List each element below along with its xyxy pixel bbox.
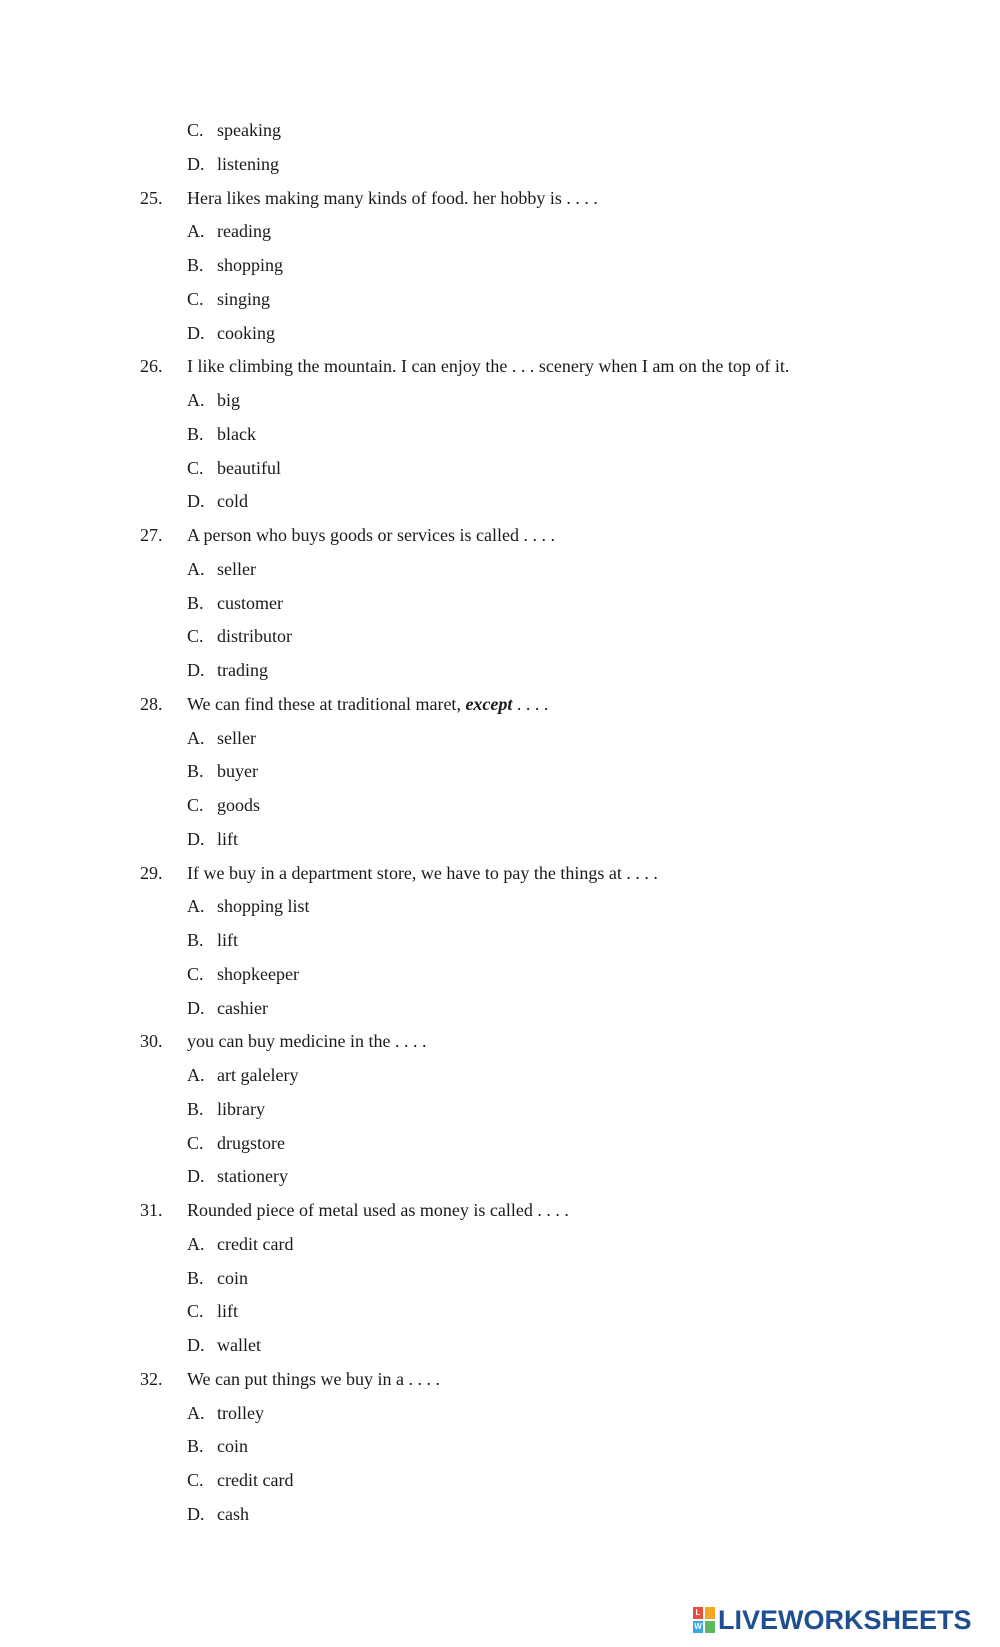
- option-text: coin: [217, 1436, 248, 1457]
- option-letter: A.: [187, 1065, 205, 1085]
- logo-square: [705, 1621, 715, 1633]
- question-number: 29.: [140, 862, 163, 883]
- question-row: [140, 687, 548, 721]
- option-letter: B.: [187, 761, 204, 782]
- option-text: stationery: [217, 1166, 288, 1187]
- answer-option[interactable]: [187, 1126, 285, 1160]
- option-letter: B.: [187, 592, 204, 613]
- option-letter: D.: [187, 1166, 205, 1187]
- option-text: lift: [217, 828, 238, 849]
- option-text: listening: [217, 153, 279, 174]
- option-letter: A.: [187, 221, 205, 242]
- answer-option[interactable]: [187, 991, 268, 1025]
- option-text: coin: [217, 1267, 248, 1288]
- option-letter: A.: [187, 390, 205, 410]
- option-letter: B.: [187, 1436, 204, 1457]
- answer-option[interactable]: [187, 923, 238, 957]
- answer-option[interactable]: [187, 147, 279, 181]
- option-text: buyer: [217, 761, 258, 782]
- answer-option[interactable]: [187, 822, 238, 856]
- option-text: lift: [217, 930, 238, 950]
- option-text: cash: [217, 1503, 249, 1524]
- option-text: reading: [217, 221, 271, 242]
- option-text: trading: [217, 660, 268, 680]
- option-text: distributor: [217, 626, 292, 647]
- option-text: seller: [217, 558, 256, 579]
- option-letter: C.: [187, 795, 204, 815]
- option-letter: A.: [187, 896, 205, 917]
- question-emphasis: except: [465, 693, 513, 714]
- option-letter: B.: [187, 930, 204, 950]
- option-letter: C.: [187, 626, 204, 647]
- question-text: We can put things we buy in a . . . .: [187, 1368, 441, 1389]
- option-letter: D.: [187, 1503, 205, 1524]
- answer-option[interactable]: [187, 1058, 298, 1092]
- option-letter: C.: [187, 1470, 204, 1490]
- option-text: shopping list: [217, 896, 310, 917]
- question-row: [140, 856, 658, 890]
- option-letter: C.: [187, 1132, 204, 1153]
- option-text: shopkeeper: [217, 963, 299, 984]
- answer-option[interactable]: [187, 1497, 249, 1531]
- option-letter: D.: [187, 997, 205, 1018]
- question-number: 25.: [140, 187, 163, 208]
- question-row: [140, 518, 555, 552]
- option-letter: C.: [187, 1301, 204, 1322]
- question-number: 27.: [140, 525, 163, 545]
- answer-option[interactable]: [187, 484, 248, 518]
- answer-option[interactable]: [187, 214, 271, 248]
- option-text: big: [217, 390, 241, 410]
- answer-option[interactable]: [187, 721, 256, 755]
- answer-option[interactable]: [187, 788, 260, 822]
- answer-option[interactable]: [187, 653, 268, 687]
- answer-option[interactable]: [187, 1159, 288, 1193]
- option-text: wallet: [217, 1335, 261, 1355]
- option-text: beautiful: [217, 457, 281, 478]
- question-number: 30.: [140, 1031, 163, 1052]
- option-letter: D.: [187, 491, 205, 512]
- option-text: cooking: [217, 322, 275, 343]
- option-text: speaking: [217, 120, 281, 140]
- option-text: black: [217, 423, 256, 444]
- logo-mark-icon: [693, 1607, 715, 1633]
- option-text: art galelery: [217, 1065, 299, 1085]
- option-letter: A.: [187, 727, 205, 748]
- question-number: 28.: [140, 693, 163, 714]
- option-letter: D.: [187, 660, 205, 680]
- option-text: trolley: [217, 1402, 264, 1423]
- logo-square: L: [693, 1607, 703, 1619]
- logo-square: W: [694, 1622, 702, 1631]
- answer-option[interactable]: [187, 248, 283, 282]
- answer-option[interactable]: [187, 1294, 238, 1328]
- answer-option[interactable]: [187, 957, 299, 991]
- answer-option[interactable]: [187, 417, 256, 451]
- option-letter: B.: [187, 255, 204, 275]
- answer-option[interactable]: [187, 552, 256, 586]
- question-row: [140, 1024, 426, 1058]
- option-letter: B.: [187, 1267, 204, 1288]
- option-letter: C.: [187, 288, 204, 309]
- answer-option[interactable]: [187, 619, 292, 653]
- logo-text: LIVEWORKSHEETS: [718, 1604, 972, 1635]
- option-letter: C.: [187, 963, 204, 984]
- answer-option[interactable]: [187, 383, 240, 417]
- question-text-after: . . . .: [516, 693, 549, 714]
- answer-option[interactable]: [187, 1429, 248, 1463]
- question-row: [140, 1193, 569, 1227]
- answer-option[interactable]: [187, 451, 281, 485]
- option-text: drugstore: [217, 1132, 285, 1153]
- option-letter: D.: [187, 828, 205, 849]
- option-text: library: [217, 1098, 265, 1119]
- answer-option[interactable]: [187, 282, 270, 316]
- question-text: Rounded piece of metal used as money is called . . . .: [187, 1200, 569, 1220]
- question-row: [140, 1362, 440, 1396]
- option-text: seller: [217, 727, 256, 748]
- option-letter: A.: [187, 558, 205, 579]
- option-letter: D.: [187, 153, 205, 174]
- option-text: singing: [217, 288, 271, 309]
- liveworksheets-logo: [693, 1603, 972, 1637]
- answer-option[interactable]: [187, 316, 275, 350]
- answer-option[interactable]: [187, 586, 283, 620]
- question-number: 26.: [140, 356, 163, 377]
- option-letter: B.: [187, 423, 204, 444]
- answer-option[interactable]: [187, 1227, 293, 1261]
- answer-option[interactable]: [187, 754, 258, 788]
- option-letter: C.: [187, 457, 204, 478]
- logo-square: [705, 1607, 715, 1619]
- question-number: 31.: [140, 1200, 163, 1220]
- option-text: customer: [217, 592, 283, 613]
- question-number: 32.: [140, 1368, 163, 1389]
- option-text: cold: [217, 491, 248, 512]
- question-text: A person who buys goods or services is called . . . .: [187, 525, 555, 545]
- question-text: I like climbing the mountain. I can enjoy the . . . scenery when I am on the top of it.: [187, 356, 790, 377]
- option-letter: B.: [187, 1098, 204, 1119]
- option-text: goods: [217, 795, 261, 815]
- option-text: cashier: [217, 997, 268, 1018]
- answer-option[interactable]: [187, 1261, 248, 1295]
- question-text: Hera likes making many kinds of food. her hobby is . . . .: [187, 187, 598, 208]
- option-letter: A.: [187, 1233, 205, 1254]
- option-text: lift: [217, 1301, 238, 1322]
- option-letter: A.: [187, 1402, 205, 1423]
- option-text: credit card: [217, 1470, 294, 1490]
- question-text: If we buy in a department store, we have to pay the things at . . . .: [187, 862, 658, 883]
- option-text: credit card: [217, 1233, 294, 1254]
- answer-option[interactable]: [187, 1396, 264, 1430]
- answer-option[interactable]: [187, 1328, 261, 1362]
- question-text: you can buy medicine in the . . . .: [187, 1031, 427, 1052]
- answer-option[interactable]: [187, 113, 281, 147]
- answer-option[interactable]: [187, 889, 310, 923]
- option-letter: D.: [187, 322, 205, 343]
- question-row: [140, 181, 598, 215]
- option-letter: C.: [187, 120, 204, 140]
- answer-option[interactable]: [187, 1463, 293, 1497]
- answer-option[interactable]: [187, 1092, 265, 1126]
- question-row: [140, 349, 789, 383]
- question-text: We can find these at traditional maret,: [187, 693, 461, 714]
- option-text: shopping: [217, 255, 284, 275]
- option-letter: D.: [187, 1335, 205, 1355]
